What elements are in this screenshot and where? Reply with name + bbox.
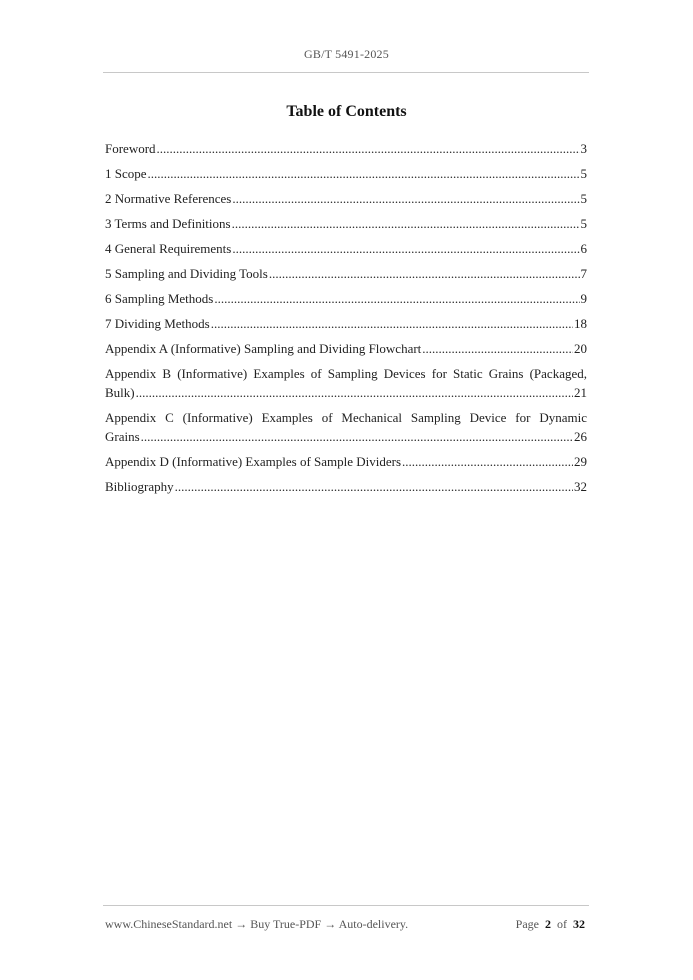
dot-leader <box>232 239 579 258</box>
page-word: Page <box>515 917 539 931</box>
toc-entry-appendix-d[interactable] <box>105 452 587 471</box>
dot-leader <box>157 139 580 158</box>
of-word: of <box>557 917 567 931</box>
dot-leader <box>232 214 580 233</box>
footer-divider <box>103 905 589 906</box>
dot-leader <box>141 427 573 446</box>
toc-entry-label: Foreword <box>105 141 156 156</box>
toc-entry-sampling-methods[interactable] <box>105 289 587 308</box>
dot-leader <box>269 264 580 283</box>
document-footer <box>105 917 585 932</box>
arrow-right-icon: → <box>235 917 248 931</box>
toc-entry-appendix-c[interactable] <box>105 408 587 446</box>
toc-entry-page: 3 <box>580 141 587 156</box>
toc-entry-bibliography[interactable] <box>105 477 587 496</box>
document-header <box>0 47 693 62</box>
header-divider <box>103 72 589 73</box>
toc-entry-page: 20 <box>574 341 587 356</box>
page-number <box>516 917 585 932</box>
dot-leader <box>214 289 579 308</box>
toc-entry-page: 5 <box>580 191 587 206</box>
toc-entry-page: 9 <box>580 291 587 306</box>
total-pages: 32 <box>573 917 585 931</box>
toc-entry-page: 26 <box>574 429 587 444</box>
dot-leader <box>211 314 573 333</box>
standard-code: GB/T 5491-2025 <box>304 47 389 61</box>
toc-entry-normative-references[interactable] <box>105 189 587 208</box>
toc-entry-appendix-b[interactable] <box>105 364 587 402</box>
toc-entry-label: Bulk) <box>105 385 135 400</box>
toc-entry-label: 3 Terms and Definitions <box>105 216 231 231</box>
toc-entry-foreword[interactable] <box>105 139 587 158</box>
current-page: 2 <box>545 917 551 931</box>
footer-promo <box>105 917 408 932</box>
buy-pdf-text: Buy True-PDF <box>250 917 322 931</box>
toc-entry-label: Grains <box>105 429 140 444</box>
toc-entry-label: 2 Normative References <box>105 191 232 206</box>
dot-leader <box>402 452 573 471</box>
toc-entry-page: 21 <box>574 385 587 400</box>
auto-delivery-text: Auto-delivery. <box>338 917 409 931</box>
toc-entry-sampling-dividing-tools[interactable] <box>105 264 587 283</box>
table-of-contents <box>105 139 587 502</box>
arrow-right-icon: → <box>324 917 337 931</box>
toc-entry-label-line1: Appendix B (Informative) Examples of Sampling Devices for Static Grains (Packaged, <box>105 366 587 381</box>
toc-entry-label: Appendix D (Informative) Examples of Sample Dividers <box>105 454 402 469</box>
toc-entry-page: 5 <box>580 166 587 181</box>
dot-leader <box>136 383 573 402</box>
toc-title: Table of Contents <box>286 103 407 120</box>
site-link[interactable]: www.ChineseStandard.net <box>105 917 233 931</box>
toc-entry-page: 32 <box>574 479 587 494</box>
toc-entry-terms-definitions[interactable] <box>105 214 587 233</box>
toc-entry-page: 18 <box>574 316 587 331</box>
dot-leader <box>422 339 573 358</box>
toc-entry-label: 7 Dividing Methods <box>105 316 210 331</box>
toc-entry-dividing-methods[interactable] <box>105 314 587 333</box>
toc-entry-label-line1: Appendix C (Informative) Examples of Mechanical Sampling Device for Dynamic <box>105 410 587 425</box>
dot-leader <box>175 477 573 496</box>
dot-leader <box>232 189 579 208</box>
toc-entry-label: Bibliography <box>105 479 174 494</box>
toc-entry-label: Appendix A (Informative) Sampling and Dividing Flowchart <box>105 341 422 356</box>
toc-entry-appendix-a[interactable] <box>105 339 587 358</box>
toc-entry-page: 7 <box>580 266 587 281</box>
toc-entry-page: 6 <box>580 241 587 256</box>
toc-entry-scope[interactable] <box>105 164 587 183</box>
toc-entry-page: 29 <box>574 454 587 469</box>
dot-leader <box>148 164 580 183</box>
toc-entry-general-requirements[interactable] <box>105 239 587 258</box>
toc-entry-label: 1 Scope <box>105 166 147 181</box>
toc-entry-label: 5 Sampling and Dividing Tools <box>105 266 268 281</box>
toc-entry-page: 5 <box>580 216 587 231</box>
toc-entry-label: 6 Sampling Methods <box>105 291 214 306</box>
toc-entry-label: 4 General Requirements <box>105 241 232 256</box>
